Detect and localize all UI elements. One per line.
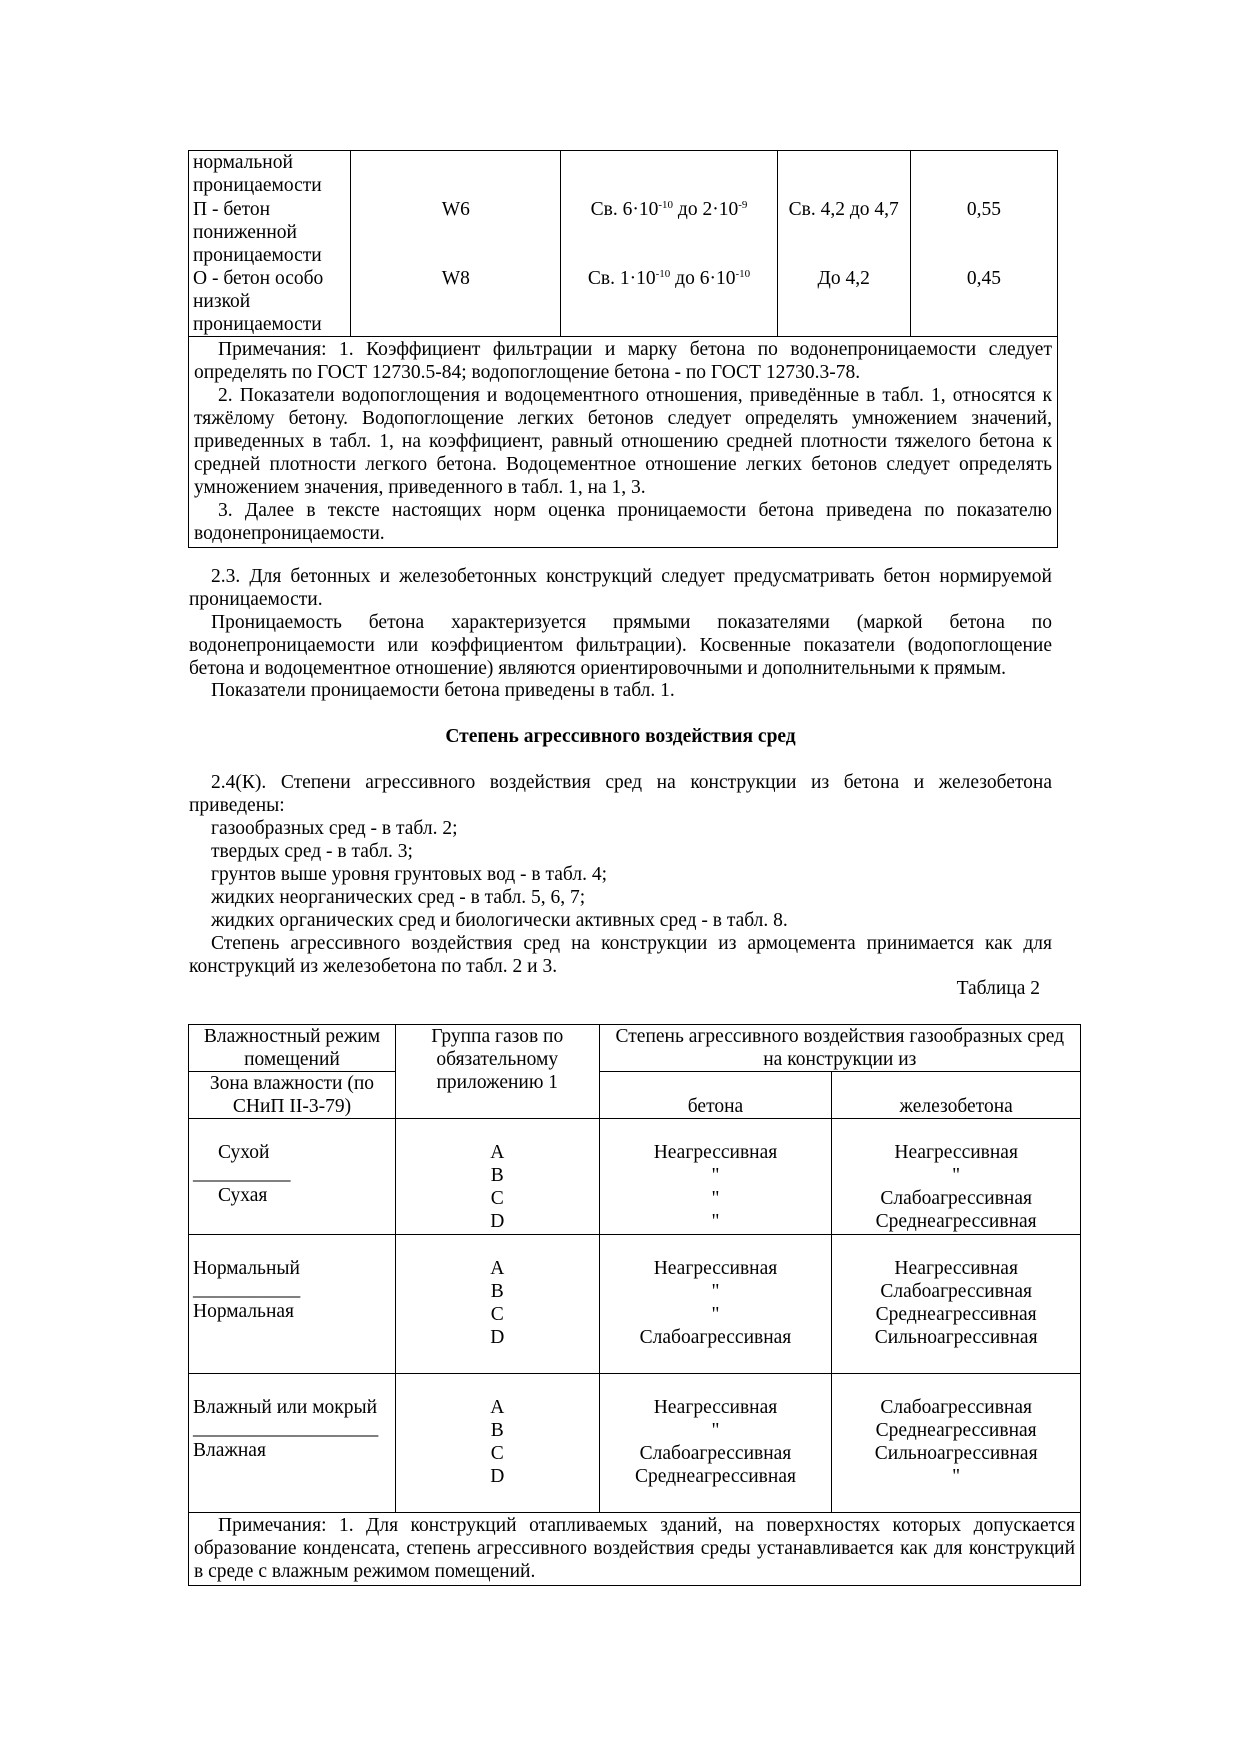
gas-group: A — [490, 1142, 505, 1163]
exponent: -9 — [738, 198, 748, 211]
gas-group: B — [490, 1281, 504, 1302]
degree-value: Слабоагрессивная — [880, 1397, 1032, 1418]
degree-value: " — [711, 1304, 720, 1325]
exponent: -10 — [655, 267, 671, 280]
gas-group: A — [490, 1258, 505, 1279]
zone-label: Сухая — [218, 1185, 268, 1206]
regime-label: Нормальный — [193, 1258, 300, 1279]
degree-value: " — [711, 1211, 720, 1232]
degree-value: Слабоагрессивная — [639, 1327, 792, 1348]
filtration-value: до 2·10 — [673, 198, 739, 220]
gas-group: C — [490, 1443, 504, 1464]
list-item: грунтов выше уровня грунтовых вод - в табл. 4; — [211, 864, 607, 885]
paragraph-permeability: Проницаемость бетона характеризуется прямыми показателями (маркой бетона по водонепроницаемости или коэффициентом фильтрации). Косвенные показатели (водопоглощение бетона и водоцементное отношение) являются ориентировочными и дополнительными к прямым. — [189, 612, 1052, 679]
table-row — [189, 151, 1058, 198]
regime-rule: ___________ — [193, 1279, 301, 1300]
table-2 — [188, 1024, 1081, 1586]
degree-header: Степень агрессивного воздействия газообразных сред на конструкции из — [599, 1025, 1080, 1072]
paragraph-2-4: 2.4(К). Степени агрессивного воздействия сред на конструкции из бетона и железобетона приведены: — [189, 772, 1052, 816]
degree-value: Неагрессивная — [653, 1397, 778, 1418]
regime-cell — [189, 1119, 396, 1235]
humidity-regime-header: Влажностный режим помещений — [189, 1025, 396, 1072]
degree-value: Среднеагрессивная — [634, 1466, 796, 1487]
filtration-value: Св. 1·10 — [587, 267, 656, 289]
degree-value: Слабоагрессивная — [639, 1443, 792, 1464]
exponent: -10 — [735, 267, 751, 280]
empty-cell — [777, 151, 910, 198]
reinforced-cell — [832, 1235, 1081, 1374]
category-line: нормальной — [193, 152, 293, 173]
gas-group: D — [490, 1466, 505, 1487]
note-paragraph: Примечания: 1. Коэффициент фильтрации и марку бетона по водонепроницаемости следует определять по ГОСТ 12730.5-84; водопоглощение бетона - по ГОСТ 12730.3-78. — [194, 338, 1052, 383]
reinforced-header: железобетона — [832, 1072, 1081, 1119]
ratio-cell: 0,45 — [910, 267, 1057, 337]
table-row — [189, 198, 1058, 267]
degree-value: Сильноагрессивная — [874, 1327, 1038, 1348]
degree-value: " — [711, 1188, 720, 1209]
empty-cell — [561, 151, 777, 198]
regime-cell — [189, 1235, 396, 1374]
degree-value: Слабоагрессивная — [880, 1188, 1032, 1209]
regime-label: Влажный или мокрый — [193, 1397, 378, 1418]
reinforced-cell — [832, 1119, 1081, 1235]
concrete-cell — [599, 1119, 832, 1235]
table-header-row — [189, 1025, 1081, 1072]
category-line: проницаемости — [193, 244, 322, 266]
gas-group-header: Группа газов по обязательному приложению 1 — [395, 1025, 599, 1119]
paragraph-armocement: Степень агрессивного воздействия сред на конструкции из армоцемента принимается как для конструкций из железобетона по табл. 2 и 3. — [189, 933, 1052, 977]
absorption-cell: Св. 4,2 до 4,7 — [777, 198, 910, 267]
exponent: -10 — [658, 198, 674, 211]
degree-value: Неагрессивная — [653, 1258, 778, 1279]
reinforced-cell — [832, 1374, 1081, 1513]
absorption-cell: До 4,2 — [777, 267, 910, 337]
gas-group: C — [490, 1188, 504, 1209]
degree-value: " — [711, 1281, 720, 1302]
category-cell — [189, 198, 351, 267]
zone-label: Влажная — [193, 1440, 266, 1461]
filtration-cell — [561, 198, 777, 267]
empty-cell — [351, 151, 561, 198]
table-row — [189, 267, 1058, 337]
gas-group-cell — [395, 1119, 599, 1235]
concrete-cell — [599, 1235, 832, 1374]
gas-group: D — [490, 1211, 505, 1232]
table-1-notes — [189, 336, 1058, 547]
category-line: О - бетон особо — [193, 267, 324, 289]
gas-group: D — [490, 1327, 505, 1348]
table-row — [189, 1119, 1081, 1235]
concrete-header: бетона — [599, 1072, 832, 1119]
degree-value: " — [711, 1165, 720, 1186]
degree-value: Неагрессивная — [894, 1142, 1018, 1163]
category-line: пониженной — [193, 221, 297, 243]
degree-value: " — [952, 1466, 961, 1487]
gas-group: A — [490, 1397, 505, 1418]
regime-cell — [189, 1374, 396, 1513]
degree-value: Среднеагрессивная — [875, 1304, 1037, 1325]
table-2-notes — [189, 1513, 1081, 1586]
degree-value: Сильноагрессивная — [874, 1443, 1038, 1464]
list-item: газообразных сред - в табл. 2; — [211, 818, 458, 839]
gas-group: C — [490, 1304, 504, 1325]
gas-group: B — [490, 1420, 504, 1441]
gas-group-cell — [395, 1235, 599, 1374]
filtration-value: до 6·10 — [670, 267, 736, 289]
category-line: низкой — [193, 290, 251, 312]
regime-rule: ___________________ — [193, 1418, 379, 1439]
degree-value: Среднеагрессивная — [875, 1211, 1037, 1232]
table-row — [189, 1235, 1081, 1374]
table-row — [189, 1374, 1081, 1513]
table-label: Таблица 2 — [956, 978, 1040, 999]
note-paragraph: 3. Далее в тексте настоящих норм оценка проницаемости бетона приведена по показателю водонепроницаемости. — [194, 499, 1052, 544]
degree-value: Неагрессивная — [894, 1258, 1018, 1279]
note-paragraph: Примечания: 1. Для конструкций отапливаемых зданий, на поверхностях которых допускается образование конденсата, степень агрессивного воздействия среды устанавливается как для конструкций в среде с влажным режимом помещений. — [194, 1515, 1075, 1582]
empty-cell — [910, 151, 1057, 198]
degree-value: Среднеагрессивная — [875, 1420, 1037, 1441]
table-row — [189, 1513, 1081, 1586]
gas-group-cell — [395, 1374, 599, 1513]
section-heading: Степень агрессивного воздействия сред — [445, 726, 796, 747]
category-cell — [189, 267, 351, 337]
list-item: жидких органических сред и биологически активных сред - в табл. 8. — [211, 910, 788, 931]
paragraph-reference: Показатели проницаемости бетона приведены в табл. 1. — [211, 680, 675, 701]
ratio-cell: 0,55 — [910, 198, 1057, 267]
mark-cell: W6 — [351, 198, 561, 267]
filtration-value: Св. 6·10 — [590, 198, 659, 220]
table-1 — [188, 150, 1058, 548]
degree-value: " — [952, 1165, 961, 1186]
category-line: П - бетон — [193, 198, 271, 220]
category-line: проницаемости — [193, 175, 322, 196]
regime-rule: __________ — [193, 1163, 291, 1184]
table-header-row — [189, 1072, 1081, 1119]
concrete-cell — [599, 1374, 832, 1513]
degree-value: Неагрессивная — [653, 1142, 778, 1163]
degree-value: Слабоагрессивная — [880, 1281, 1032, 1302]
regime-label: Сухой — [218, 1142, 270, 1163]
gas-group: B — [490, 1165, 504, 1186]
paragraph-2-3: 2.3. Для бетонных и железобетонных конструкций следует предусматривать бетон нормируемой проницаемости. — [189, 566, 1052, 610]
list-item: жидких неорганических сред - в табл. 5, 6, 7; — [211, 887, 586, 908]
filtration-cell — [561, 267, 777, 337]
mark-cell: W8 — [351, 267, 561, 337]
degree-value: " — [711, 1420, 720, 1441]
note-paragraph: 2. Показатели водопоглощения и водоцементного отношения, приведённые в табл. 1, относятся к тяжёлому бетону. Водопоглощение легких бетонов следует определять умножением значений, приведенных в табл. 1, на коэффициент, равный отношению средней плотности тяжелого бетона к средней плотности легкого бетона. Водоцементное отношение легких бетонов следует определять умножением значения, приведенного в табл. 1, на 1, 3. — [194, 384, 1052, 498]
list-item: твердых сред - в табл. 3; — [211, 841, 413, 862]
table-row — [189, 336, 1058, 547]
category-line: проницаемости — [193, 313, 322, 335]
humidity-zone-header: Зона влажности (по СНиП II-3-79) — [189, 1072, 396, 1119]
category-cell — [189, 151, 351, 198]
zone-label: Нормальная — [193, 1301, 295, 1322]
